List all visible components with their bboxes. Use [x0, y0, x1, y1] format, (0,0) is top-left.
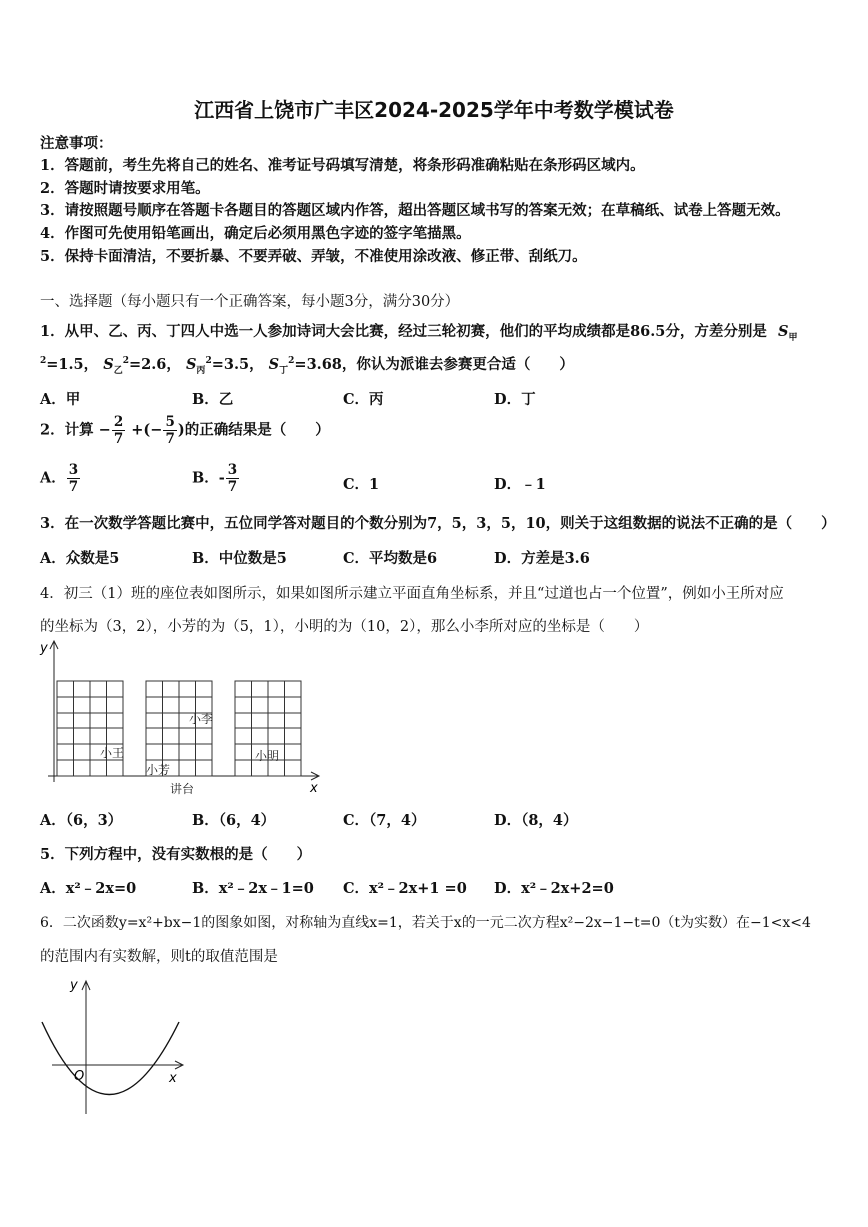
parabola-figure: [36, 972, 196, 1122]
q1-var-yi: =2.6，: [128, 356, 181, 373]
q1-option-a: A．甲: [40, 391, 81, 408]
q5-option-d: D．x²﹣2x+2=0: [494, 880, 614, 897]
q2-line: 2．计算 − $\frac{2}{7}$ +(− $\frac{5}{7}$ )的正确结果是（ ）: [40, 414, 330, 447]
q2-suffix: )的正确结果是（ ）: [177, 421, 330, 439]
y-axis-label: y: [40, 641, 48, 656]
q5-text: 5．下列方程中，没有实数根的是（ ）: [40, 846, 312, 863]
q2-option-b: [192, 462, 240, 495]
q1-sub-bing: 丙: [196, 365, 206, 376]
q2-prefix: 2．计算: [40, 421, 94, 439]
section-heading: 一、选择题（每小题只有一个正确答案，每小题3分，满分30分）: [40, 294, 460, 310]
notice-heading: 注意事项：: [40, 135, 113, 152]
q2-f1-num: 2: [113, 414, 124, 430]
q1-sub-ding: 丁: [279, 365, 289, 376]
q2-opt-a-label: A．: [40, 469, 66, 487]
q2-opt-b-label: B．-: [192, 469, 225, 487]
parabola-y-label: y: [70, 978, 78, 993]
q1-var-bing: =3.5，: [211, 356, 264, 373]
q1-sub-jia: 甲: [788, 332, 798, 343]
seating-chart-figure: [36, 636, 336, 801]
q3-text: 3．在一次数学答题比赛中，五位同学答对题目的个数分别为7，5，3，5，10，则关于这组数据的说法不正确的是（ ）: [40, 515, 836, 532]
notice-item-1: 1．答题前，考生先将自己的姓名、准考证号码填写清楚，将条形码准确粘贴在条形码区域内。: [40, 157, 645, 174]
q3-option-d: D．方差是3.6: [494, 550, 590, 567]
q2-opt-b-num: 3: [227, 462, 238, 478]
q6-line1: 6．二次函数y=x²+bx−1的图象如图，对称轴为直线x=1，若关于x的一元二次方程x²−2x−1−t=0（t为实数）在−1<x<4: [40, 915, 811, 931]
q2-f2-den: 7: [165, 431, 175, 447]
notice-item-2: 2．答题时请按要求用笔。: [40, 180, 210, 197]
q2-option-a: [40, 462, 81, 495]
q2-fraction-2: [163, 414, 176, 447]
q2-fraction-1: [112, 414, 125, 447]
label-xiaoli: 小李: [189, 712, 214, 726]
parabola-curve: [42, 1022, 179, 1095]
q5-option-a: A．x²﹣2x=0: [40, 880, 137, 897]
q4-option-c: C．（7，4）: [343, 812, 426, 829]
seat-block-2: [146, 681, 212, 776]
q2-mid: +(−: [131, 421, 163, 439]
q3-option-a: A．众数是5: [40, 550, 120, 567]
q3-option-c: C．平均数是6: [343, 550, 438, 567]
q2-f2-num: 5: [165, 414, 175, 430]
q1-option-b: B．乙: [192, 391, 234, 408]
q2-opt-a-num: 3: [68, 462, 79, 478]
label-xiaoming: 小明: [255, 749, 280, 763]
q2-opt-a-den: 7: [68, 479, 79, 495]
q2-option-d: D．﹣1: [494, 476, 546, 493]
notice-item-3: 3．请按照题号顺序在答题卡各题目的答题区域内作答，超出答题区域书写的答案无效；在草稿纸、试卷上答题无效。: [40, 202, 790, 219]
q4-option-a: A．（6，3）: [40, 812, 123, 829]
q1-text: 1．从甲、乙、丙、丁四人中选一人参加诗词大会比赛，经过三轮初赛，他们的平均成绩都是86.5分，方差分别是: [40, 323, 767, 340]
parabola-x-label: x: [169, 1071, 177, 1086]
q4-option-b: B．（6，4）: [192, 812, 276, 829]
q4-line2: 的坐标为（3，2），小芳的为（5，1），小明的为（10，2），那么小李所对应的坐标是（ ）: [40, 619, 649, 635]
q1-sub-yi: 乙: [113, 365, 123, 376]
q1-option-c: C．丙: [343, 391, 384, 408]
page-title: 江西省上饶市广丰区2024-2025学年中考数学模试卷: [194, 98, 674, 122]
q6-line2: 的范围内有实数解，则t的取值范围是: [40, 949, 278, 965]
notice-item-5: 5．保持卡面清洁，不要折暴、不要弄破、弄皱，不准使用涂改液、修正带、刮纸刀。: [40, 248, 587, 265]
label-podium: 讲台: [170, 782, 195, 796]
q1-var-jia: =1.5，: [46, 356, 99, 373]
q4-line1: 4．初三（1）班的座位表如图所示，如果如图所示建立平面直角坐标系，并且“过道也占一个位置”，例如小王所对应: [40, 586, 784, 602]
q4-option-d: D．（8，4）: [494, 812, 578, 829]
notice-item-4: 4．作图可先使用铅笔画出，确定后必须用黑色字迹的签字笔描黑。: [40, 225, 471, 242]
seat-block-1: [57, 681, 123, 776]
q2-option-c: C．1: [343, 476, 380, 493]
q1-option-d: D．丁: [494, 391, 536, 408]
q2-f1-den: 7: [113, 431, 124, 447]
q1-line1: 1．从甲、乙、丙、丁四人中选一人参加诗词大会比赛，经过三轮初赛，他们的平均成绩都是86.5分，方差分别是 $S_甲$: [40, 323, 798, 343]
q1-line2: $^2$=1.5， $S_乙^2=2.6$， $S_丙^2=3.5$， $S_丁^2=3.68$，你认为派谁去参赛更合适（ ）: [40, 356, 574, 376]
q2-opt-b-den: 7: [227, 479, 238, 495]
origin-label: O: [74, 1069, 85, 1084]
q3-option-b: B．中位数是5: [192, 550, 287, 567]
x-axis-label: x: [310, 781, 318, 796]
q1-var-ding: =3.68，你认为派谁去参赛更合适（ ）: [294, 356, 574, 373]
q5-option-b: B．x²﹣2x﹣1=0: [192, 880, 314, 897]
q5-option-c: C．x²﹣2x+1 =0: [343, 880, 467, 897]
label-xiaowang: 小王: [100, 746, 125, 760]
label-xiaofang: 小芳: [146, 763, 171, 777]
